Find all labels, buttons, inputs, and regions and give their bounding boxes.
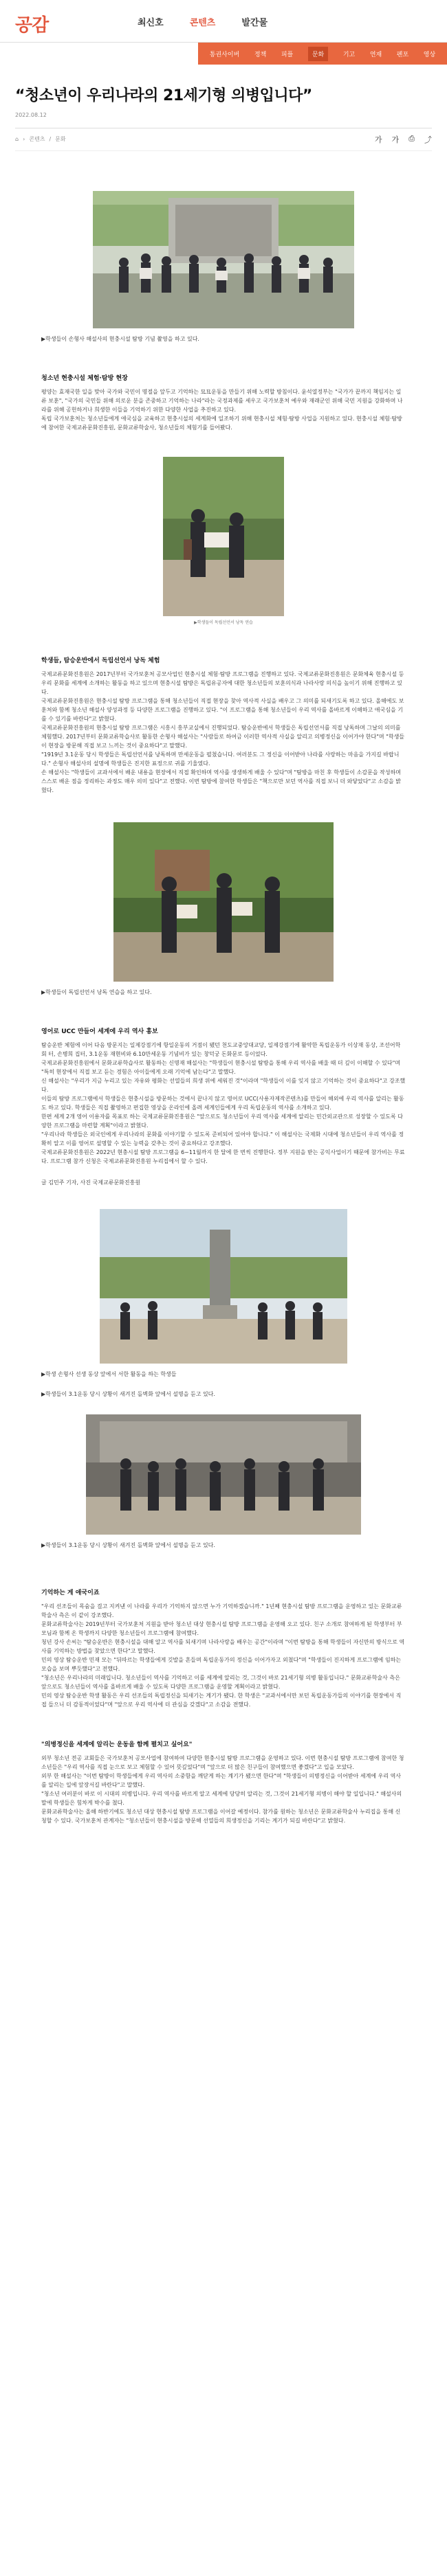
breadcrumb-item[interactable]: 문화 [55, 136, 66, 142]
sub-nav [0, 43, 447, 65]
section-heading: 학생들, 탐승운반에서 독립선언서 낭독 체험 [41, 657, 160, 664]
photo-caption: ▶학생들이 손형사 해설사의 현충시설 탐방 기념 촬영을 하고 있다. [41, 336, 199, 342]
section-body: 국제교류문화진흥원은 2017년부터 국가보훈처 공모사업인 현충시설 체험·탐방 프로그램을 진행하고 있다. 국제교류문화진흥원은 문화체육 현충시설 등 우리 문화를 세계에 소개하는 활동을 하고 있으며 현충시설 탐방은 독립유공자에 대한 청소년들의 보훈의식과 나라사랑 의식을 높이기 위해 진행하고 있다. 국제교류문화진흥원은 현충시설 탐방 프로그램을 통해 청소년들이 직접 현장을 찾아 역사적 사실을 배우고 그 의미를 되새기도록 하고 있다. 올해에도 보훈처와 함께 청소년 해설사 양성과정 등 다양한 프로그램을 진행하고 있다. "이 프로그램을 통해 청소년들이 우리 역사를 올바르게 이해하고 애국심을 기를 수 있기를 바란다"고 밝혔다. 국제교류문화진흥원의 현충시설 탐방 프로그램은 시흥시 흥부교실에서 진행되었다. 탐승운반에서 학생들은 독립선언서를 직접 낭독하며 그날의 의미를 체험했다. 2017년부터 문화교류학습사로 활동한 손형사 해설사는 "사람들로 하여금 이러한 역사적 사실을 알리고 의병정신을 이어가야 한다"며 "학생들이 현장을 방문해 직접 보고 느끼는 것이 중요하다"고 말했다. "1919년 3.1운동 당시 학생들은 독립선언서를 낭독하며 만세운동을 펼쳤습니다. 여러분도 그 정신을 이어받아 나라를 사랑하는 마음을 가지길 바랍니다." 손형사 해설사의 설명에 학생들은 진지한 표정으로 귀를 기울였다. 손 해설사는 "학생들이 교과서에서 배운 내용을 현장에서 직접 확인하며 역사를 생생하게 배울 수 있다"며 "탐방을 마친 후 학생들이 소감문을 작성하며 스스로 배운 점을 정리하는 과정도 매우 의미 있다"고 전했다. 이번 탐방에 참여한 학생들은 "책으로만 보던 역사를 직접 보니 더 와닿았다"고 소감을 밝혔다. [41, 671, 405, 793]
home-icon[interactable]: ⌂ [15, 136, 19, 142]
photo-group-monument [93, 191, 354, 328]
article-tools [375, 134, 432, 145]
nav-latest[interactable]: 최신호 [138, 18, 164, 28]
font-increase-button[interactable]: 가 [391, 135, 400, 144]
site-header [0, 0, 447, 43]
subnav-item[interactable]: 펜포 [396, 51, 409, 58]
breadcrumb [15, 135, 66, 143]
section-body: 평양는 효재국한 일을 맞아 국가와 국민이 명절을 앞두고 기억하는 묘묘운동을 만들기 위해 노력할 방침이다. 윤석열정부는 "국가가 끝까지 책임지는 일류 보훈", "국가의 국민들 위해 의로운 분을 존중하고 기억하는 나라"라는 국정과제를 세우고 국가보훈처 예우와 재래군인 위해 국민 지원을 강화하며 나라를 위해 공헌하거나 희생한 이들을 기억하기 위한 다양한 사업을 추진하고 있다. 독립 국가보훈처는 청소년들에게 애국심을 교육하고 현충시설의 세계화에 일조하기 위해 현충시설 체험·탐방 사업을 지원하고 있다. 현충시설 체험·탐방에 참여한 국제교류문화진흥원, 문화교류학술사, 청소년들의 체험기를 들어봤다. [41, 389, 403, 431]
photo-caption: ▶학생 손형사 선생 동상 앞에서 서한 활동을 하는 학생들 [41, 1371, 177, 1377]
breadcrumb-item[interactable]: 콘텐츠 [29, 136, 45, 142]
section-body: 탐승운반 체험에 이어 다음 방문지는 일제강점기에 항일운동의 거점이 됐던 천도교중앙대교당, 일제강점기에 활약한 독립운동가 이상재 동상, 조선어학회 터, 손병희 집터, 3.1운동 재현비와 6.10만세운동 기념비가 있는 창덕궁 돈화문로 등이었다. 국제교류문화진흥원에서 문화교류학습사로 활동하는 신명재 해설사는 "학생들이 현충시설 탐방을 통해 우리 역사를 배울 때 더 깊이 이해할 수 있다"며 "특히 현장에서 직접 보고 듣는 경험은 아이들에게 오래 기억에 남는다"고 말했다. 신 해설사는 "우리가 지금 누리고 있는 자유와 평화는 선열들의 희생 위에 세워진 것"이라며 "학생들이 이를 잊지 않고 기억하는 것이 중요하다"고 강조했다. 이들의 탐방 프로그램에서 학생들은 현충시설을 방문하는 것에서 끝나지 않고 영어로 UCC(사용자제작콘텐츠)를 만들어 해외에 우리 역사를 알리는 활동도 하고 있다. 학생들은 직접 촬영하고 편집한 영상을 온라인에 올려 세계인들에게 우리 독립운동의 역사를 소개하고 있다. 한편 세계 2개 영어 이용자를 목표로 하는 국제교류문화진흥원은 "앞으로도 청소년들이 우리 역사를 세계에 알리는 민간외교관으로 성장할 수 있도록 다양한 프로그램을 마련할 계획"이라고 밝혔다. "우리나라 학생들은 외국인에게 우리나라의 문화를 이야기할 수 있도록 준비되어 있어야 합니다." 이 해설사는 국제화 시대에 청소년들이 우리 역사를 정확히 알고 이를 영어로 설명할 수 있는 능력을 갖추는 것이 중요하다고 강조했다. 국제교류문화진흥원은 2022년 현충시설 탐방 프로그램을 6~11월까지 한 달에 한 번씩 진행한다. 정부 지원을 받는 공익사업이기 때문에 참가비는 무료다. 프로그램 참가 신청은 국제교류문화진흥원 누리집에서 할 수 있다. [41, 1042, 406, 1164]
subnav-item[interactable]: 연재 [369, 51, 382, 58]
nav-publications[interactable]: 발간물 [241, 18, 268, 28]
subnav-item[interactable]: 피플 [281, 51, 294, 58]
article-title: “청소년이 우리나라의 21세기형 의병입니다” [15, 87, 312, 104]
photo-caption: ▶학생들이 독립선언서 낭독 연습을 하고 있다. [41, 989, 152, 995]
site-logo[interactable]: 공감 [15, 15, 49, 36]
nav-contents[interactable]: 콘텐츠 [189, 18, 216, 28]
photo-students-practice [113, 822, 334, 982]
section-body: 외부 청소년 전공 교회들은 국가보훈처 공모사업에 참여하여 다양한 현충시설 탐방 프로그램을 운영하고 있다. 이번 현충시설 탐방 프로그램에 참여한 청소년들은 "우리 역사를 직접 눈으로 보고 체험할 수 있어 뜻깊었다"며 "앞으로 더 많은 친구들이 참여했으면 좋겠다"고 입을 모았다. 외부 한 해설사는 "이번 탐방이 학생들에게 우리 역사의 소중함을 깨닫게 하는 계기가 됐으면 한다"며 "학생들이 의병정신을 이어받아 세계에 우리 역사를 알리는 일에 앞장서길 바란다"고 말했다. "청소년 여러분이 바로 이 시대의 의병입니다. 우리 역사를 바르게 알고 세계에 당당히 알리는 것, 그것이 21세기형 의병이 해야 할 일입니다." 해설사의 말에 학생들은 힘차게 박수를 쳤다. 문화교류학술사는 올해 하반기에도 청소년 대상 현충시설 탐방 프로그램을 이어갈 예정이다. 참가를 원하는 청소년은 문화교류학술사 누리집을 통해 신청할 수 있다. 국가보훈처 관계자는 "청소년들이 현충시설을 방문해 선열들의 희생정신을 기리는 계기가 되길 바란다"고 밝혔다. [41, 1755, 404, 1824]
subnav-item[interactable]: 영상 [423, 51, 436, 58]
section-heading: 영어로 UCC 만들어 세계에 우리 역사 홍보 [41, 1028, 158, 1035]
article-toolbar [15, 128, 432, 150]
section-heading: "의병정신을 세계에 알리는 운동을 함께 펼치고 싶어요" [41, 1741, 193, 1748]
section-heading: 기억하는 게 애국이죠 [41, 1590, 100, 1596]
font-decrease-button[interactable]: 가 [374, 135, 382, 144]
article-date: 2022.08.12 [15, 112, 47, 118]
chevron-right-icon: › [23, 136, 25, 142]
sub-nav-bar [198, 43, 447, 65]
print-icon[interactable]: ⎙ [408, 134, 415, 143]
photo-stone-wall [86, 1414, 361, 1535]
slash-icon: / [49, 136, 52, 142]
section-body: "우리 선조들이 목숨을 걸고 지켜낸 이 나라를 우리가 기억하지 않으면 누가 기억하겠습니까." 1년째 현충시설 탐방 프로그램을 운영하고 있는 문화교류학술사 측은 이 같이 강조했다. 문화교류학술사는 2019년부터 국가보훈처 지원을 받아 청소년 대상 현충시설 탐방 프로그램을 운영해 오고 있다. 친구 소개로 참여하게 된 학생부터 부모님과 함께 온 학생까지 다양한 청소년들이 프로그램에 참여했다. 청년 강사 손씨는 "탐승운반은 현충시설을 대해 알고 역사를 되새기며 나라사랑을 배우는 공간"이라며 "이번 탐방을 통해 학생들이 자신만의 방식으로 역사를 기억하는 방법을 찾았으면 한다"고 말했다. 민의 영상 탐승운반 민재 모는 "뒤따르는 학생들에게 깃발을 흔들며 독립운동가의 정신을 이어가자고 외쳤다"며 "학생들이 진지하게 프로그램에 임하는 모습을 보며 뿌듯했다"고 전했다. "청소년은 우리나라의 미래입니다. 청소년들이 역사를 기억하고 이를 세계에 알리는 것, 그것이 바로 21세기형 의병 활동입니다." 문화교류학술사 측은 앞으로도 청소년들이 역사를 올바르게 배울 수 있도록 다양한 프로그램을 운영할 계획이라고 밝혔다. 민의 영상 탐승운반 학생 활동은 우리 선조들의 독립정신을 되새기는 계기가 됐다. 한 학생은 "교과서에서만 보던 독립운동가들의 이야기를 현장에서 직접 들으니 더 감동적이었다"며 "앞으로 우리 역사에 더 관심을 갖겠다"고 소감을 전했다. [41, 1603, 405, 1708]
section-heading: 청소년 현충시설 체험·탐방 현장 [41, 375, 128, 382]
subnav-item[interactable]: 기고 [342, 51, 356, 58]
subnav-item[interactable]: 통권사이버 [209, 51, 240, 58]
photo-credit: 글 김민주 기자, 사진 국제교류문화진흥원 [41, 1179, 141, 1186]
article-body [0, 151, 447, 1846]
photo-reading-declaration [163, 457, 284, 616]
subnav-item[interactable]: 정책 [254, 51, 267, 58]
main-nav [138, 15, 268, 28]
photo-caption: ▶학생들이 3.1운동 당시 상황이 새겨진 돌벽화 앞에서 설명을 듣고 있다. [41, 1391, 215, 1397]
photo-caption: ▶학생들이 3.1운동 당시 상황이 새겨진 돌벽화 앞에서 설명을 듣고 있다. [41, 1542, 215, 1548]
photo-statue [100, 1209, 347, 1364]
share-icon[interactable]: ⤴ [424, 135, 432, 144]
subnav-item-culture[interactable]: 문화 [308, 47, 328, 61]
photo-caption-small: ▶학생들이 독립선언서 낭독 연습 [194, 620, 253, 625]
